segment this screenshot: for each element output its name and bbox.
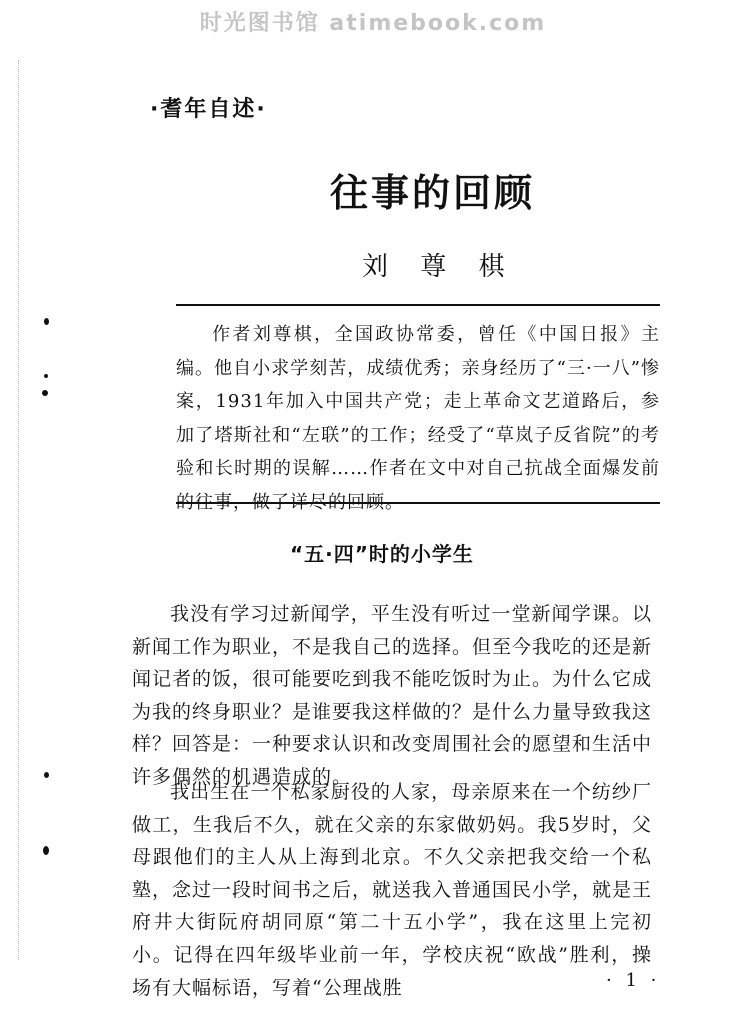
margin-mark	[42, 390, 48, 396]
margin-mark	[44, 772, 49, 778]
section-title: “五·四”时的小学生	[290, 542, 474, 566]
watermark: 时光图书馆 atimebook.com	[199, 11, 547, 36]
body-paragraph: 我没有学习过新闻学，平生没有听过一堂新闻学课。以新闻工作为职业，不是我自己的选择。但至今我吃的还是新闻记者的饭，很可能要吃到我不能吃饭时为止。为什么它成为我的终身职业？是谁要我这样做的？是什么力量导致我这样？回答是：一种要求认识和改变周围社会的愿望和生活中许多偶然的机遇造成的。	[132, 603, 653, 788]
abstract-text: 作者刘尊棋，全国政协常委，曾任《中国日报》主编。他自小求学刻苦，成绩优秀；亲身经历了“三·一八”惨案，1931年加入中国共产党；走上革命文艺道路后，参加了塔斯社和“左联”的工作；经受了“草岚子反省院”的考验和长时期的误解……作者在文中对自己抗战全面爆发前的往事，做了详尽的回顾。	[176, 324, 660, 513]
margin-mark	[44, 318, 49, 325]
page-number: · 1 ·	[606, 970, 661, 991]
margin-mark	[44, 374, 48, 378]
column-label: ·耆年自述·	[150, 97, 267, 122]
body-paragraph: 我出生在一个私家厨役的人家，母亲原来在一个纺纱厂做工，生我后不久，就在父亲的东家做奶妈。我5岁时，父母跟他们的主人从上海到北京。不久父亲把我交给一个私塾，念过一段时间书之后，就送我入普通国民小学，就是王府井大街阮府胡同原“第二十五小学”，我在这里上完初小。记得在四年级毕业前一年，学校庆祝“欧战”胜利，操场有大幅标语，写着“公理战胜	[132, 781, 653, 999]
binding-margin-dots	[18, 60, 21, 960]
margin-mark	[43, 846, 49, 855]
article-author: 刘 尊 棋	[362, 252, 517, 282]
article-title: 往事的回顾	[330, 171, 536, 215]
